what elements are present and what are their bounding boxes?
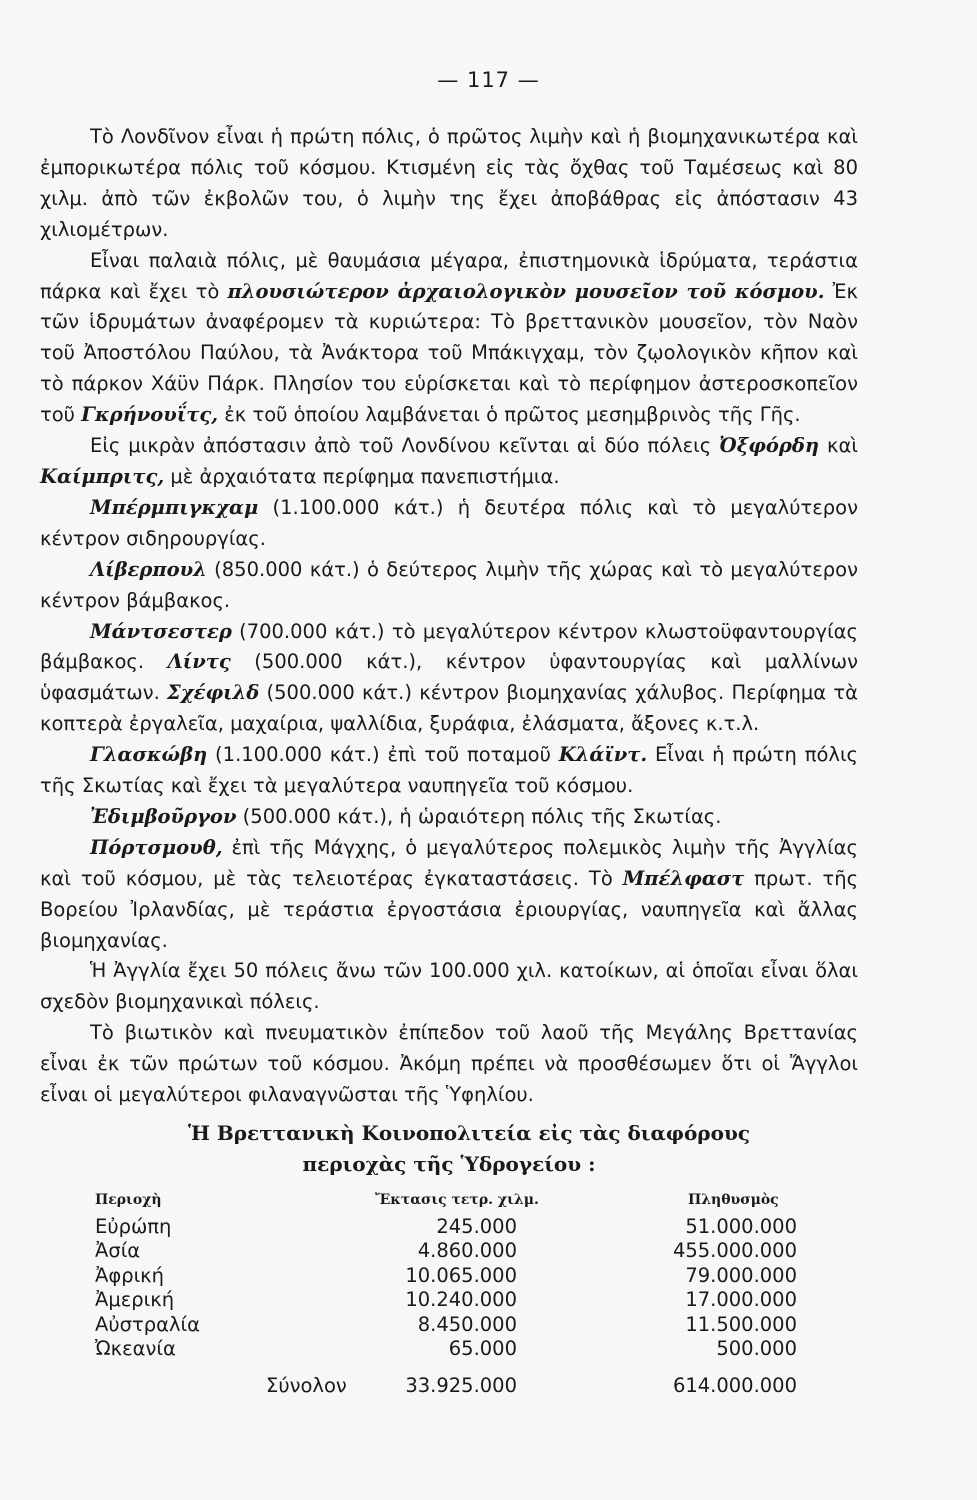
paragraph <box>40 617 858 741</box>
region-cell: Εὐρώπη <box>95 1215 172 1238</box>
text-run: Εἶναι παλαιὰ πόλις, μὲ θαυμάσια μέγαρα, ἐπιστημονικὰ ἱδρύματα, τεράστια πάρκα καὶ ἔχει τὸ <box>40 248 858 303</box>
header-region: Περιοχὴ <box>95 1192 162 1208</box>
text-run: πρωτ. τῆς Βορείου Ἰρλανδίας, μὲ τεράστια ἐργοστάσια ἐριουργίας, ναυπηγεῖα καὶ ἄλλας βιομηχανίας. <box>40 866 859 952</box>
place-name: Μάντσεστερ <box>90 619 232 643</box>
table-title <box>40 1118 858 1180</box>
table-title-line-1: Ἡ Βρεττανικὴ Κοινοπολιτεία εἰς τὰς διαφόρους <box>187 1121 750 1145</box>
population-cell: 79.000.000 <box>685 1263 797 1287</box>
area-cell: 245.000 <box>436 1215 517 1238</box>
paragraph <box>40 833 858 957</box>
header-area: Ἔκτασις τετρ. χιλμ. <box>375 1192 539 1208</box>
area-cell: 10.065.000 <box>405 1263 517 1287</box>
text-run: (500.000 κάτ.), κέντρον ὑφαντουργίας καὶ μαλλίνων ὑφασμάτων. <box>40 650 858 705</box>
text-run: Εἰς μικρὰν ἀπόστασιν ἀπὸ τοῦ Λονδίνου κεῖνται αἱ δύο πόλεις <box>90 434 720 458</box>
text-run: μὲ ἀρχαιότατα περίφημα πανεπιστήμια. <box>164 464 560 488</box>
paragraph <box>40 122 858 246</box>
paragraph <box>40 493 858 555</box>
place-name: Ἐδιμβοῦργον <box>90 804 237 828</box>
body-text <box>40 122 858 1111</box>
area-cell: 10.240.000 <box>405 1288 517 1312</box>
population-cell: 11.500.000 <box>685 1312 797 1336</box>
place-name: Καίμπριτς, <box>40 464 165 488</box>
paragraph <box>40 1018 858 1111</box>
total-label: Σύνολον <box>266 1374 347 1397</box>
paragraph <box>40 246 858 431</box>
text-run: καὶ <box>819 434 858 458</box>
paragraph <box>40 555 858 617</box>
place-name: πλουσιώτερον ἀρχαιολογικὸν μουσεῖον τοῦ κόσμου. <box>227 279 825 303</box>
region-cell: Ὠκεανία <box>95 1337 176 1360</box>
paragraph <box>40 740 858 802</box>
place-name: Ὀξφόρδη <box>719 434 820 458</box>
population-cell: 17.000.000 <box>685 1288 797 1312</box>
text-run: Ἡ Ἀγγλία ἔχει 50 πόλεις ἄνω τῶν 100.000 χιλ. κατοίκων, αἱ ὁποῖαι εἶναι ὅλαι σχεδὸν βιομηχανικαὶ πόλεις. <box>40 959 858 1014</box>
text-run: (1.100.000 κάτ.) ἡ δευτέρα πόλις καὶ τὸ μεγαλύτερον κέντρον σιδηρουργίας. <box>40 495 858 550</box>
text-run: ἐκ τοῦ ὁποίου λαμβάνεται ὁ πρῶτος μεσημβρινὸς τῆς Γῆς. <box>218 403 801 427</box>
text-run: (700.000 κάτ.) τὸ μεγαλύτερον κέντρον κλωστοϋφαντουργίας βάμβακος. <box>40 619 858 674</box>
population-cell: 500.000 <box>716 1337 797 1360</box>
text-run: (500.000 κάτ.) κέντρον βιομηχανίας χάλυβος. Περίφημα τὰ κοπτερὰ ἐργαλεῖα, μαχαίρια, ψαλλίδια, ξυράφια, ἐλάσματα, ἄξονες κ.τ.λ. <box>40 681 858 736</box>
text-run: (500.000 κάτ.), ἡ ὡραιότερη πόλις τῆς Σκωτίας. <box>236 804 722 828</box>
area-cell: 4.860.000 <box>417 1239 517 1263</box>
text-run: Ἐκ τῶν ἱδρυμάτων ἀναφέρομεν τὰ κυριώτερα: Τὸ βρεττανικὸν μουσεῖον, τὸν Ναὸν τοῦ Ἀποστόλου Παύλου, τὰ Ἀνάκτορα τοῦ Μπάκιγχαμ, τὸν ζῳολογικὸν κῆπον καὶ τὸ πάρκον Χάϋν Πάρκ. Πλησίον του εὑρίσκεται καὶ τὸ περίφημον ἀστεροσκοπεῖον τοῦ <box>40 279 858 427</box>
text-run: (1.100.000 κάτ.) ἐπὶ τοῦ ποταμοῦ <box>207 743 559 767</box>
text-run: ἐπὶ τῆς Μάγχης, ὁ μεγαλύτερος πολεμικὸς λιμὴν τῆς Ἀγγλίας καὶ τοῦ κόσμου, μὲ τὰς τελειοτέρας ἐγκαταστάσεις. Τὸ <box>40 835 858 890</box>
population-cell: 455.000.000 <box>672 1239 797 1263</box>
total-area: 33.925.000 <box>405 1374 517 1397</box>
place-name: Γκρήνουΐτς, <box>81 403 219 427</box>
place-name: Κλάϊντ. <box>558 743 648 767</box>
place-name: Μπέλφαστ <box>622 866 745 890</box>
region-cell: Ἀσία <box>95 1239 141 1263</box>
total-population: 614.000.000 <box>672 1374 797 1397</box>
place-name: Μπέρμπιγκχαμ <box>90 495 259 519</box>
place-name: Πόρτσμουθ, <box>90 835 223 859</box>
paragraph <box>40 431 858 493</box>
table-title-line-2: περιοχὰς τῆς Ὑδρογείου : <box>302 1152 596 1176</box>
text-run: (850.000 κάτ.) ὁ δεύτερος λιμὴν τῆς χώρας καὶ τὸ μεγαλύτερον κέντρον βάμβακος. <box>40 557 858 612</box>
area-cell: 65.000 <box>448 1337 517 1360</box>
population-cell: 51.000.000 <box>685 1215 797 1238</box>
area-cell: 8.450.000 <box>417 1312 517 1336</box>
paragraph <box>40 956 858 1018</box>
page-number: — 117 — <box>437 68 540 92</box>
region-cell: Αὐστραλία <box>95 1312 200 1336</box>
place-name: Σχέφιλδ <box>167 681 260 705</box>
place-name: Λίβερπουλ <box>90 557 207 581</box>
text-run: Εἶναι ἡ πρώτη πόλις τῆς Σκωτίας καὶ ἔχει τὰ μεγαλύτερα ναυπηγεῖα τοῦ κόσμου. <box>40 743 858 798</box>
region-cell: Ἀμερική <box>95 1288 175 1312</box>
region-cell: Ἀφρική <box>95 1263 165 1287</box>
place-name: Γλασκώβη <box>90 743 208 767</box>
population-table <box>0 1190 977 1410</box>
text-run: Τὸ βιωτικὸν καὶ πνευματικὸν ἐπίπεδον τοῦ λαοῦ τῆς Μεγάλης Βρεττανίας εἶναι ἐκ τῶν πρώτων τοῦ κόσμου. Ἀκόμη πρέπει νὰ προσθέσωμεν ὅτι οἱ Ἄγγλοι εἶναι οἱ μεγαλύτεροι φιλαναγνῶσται τῆς Ὑφηλίου. <box>40 1021 858 1107</box>
paragraph <box>40 802 858 833</box>
place-name: Λίντς <box>167 650 231 674</box>
text-run: Τὸ Λονδῖνον εἶναι ἡ πρώτη πόλις, ὁ πρῶτος λιμὴν καὶ ἡ βιομηχανικωτέρα καὶ ἐμπορικωτέρα πόλις τοῦ κόσμου. Κτισμένη εἰς τὰς ὄχθας τοῦ Ταμέσεως καὶ 80 χιλμ. ἀπὸ τῶν ἐκβολῶν του, ὁ λιμὴν της ἔχει ἀποβάθρας εἰς ἀπόστασιν 43 χιλιομέτρων. <box>40 125 858 241</box>
header-population: Πληθυσμὸς <box>688 1192 779 1208</box>
